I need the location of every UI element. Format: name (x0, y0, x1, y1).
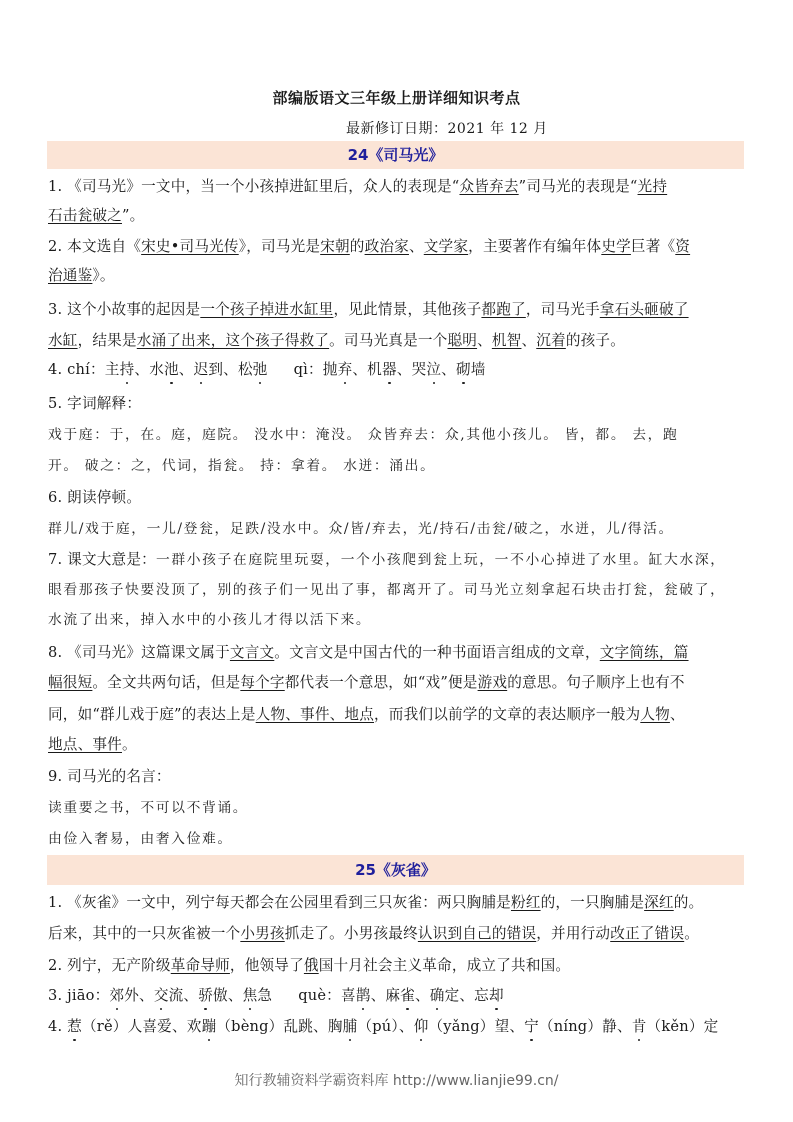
item-25-2: 2. 列宁，无产阶级革命导师，他领导了俄国十月社会主义革命，成立了共和国。 (48, 957, 571, 974)
underlined-answer: 每个字 (240, 674, 285, 691)
emphasis-dot-char: 器 (382, 358, 397, 379)
item-24-7-line2: 眼看那孩子快要没顶了，别的孩子们一见出了事，都离开了。司马光立刻拿起石块击打瓮，瓮破了， (48, 582, 726, 598)
underlined-answer: 史学 (601, 238, 631, 255)
item-25-4-pronunciation: 4. 惹（rě）人喜爱、欢蹦（bèng）乱跳、胸脯（pú）、仰（yǎng）望、宁（níng）静、肯（kěn）定 (48, 1015, 748, 1036)
emphasis-dot-char: 池 (164, 358, 179, 379)
underlined-answer: 光持 (637, 178, 668, 195)
item-24-8-line2: 幅很短。全文共两句话，但是每个字都代表一个意思，如“戏”便是游戏的意思。句子顺序上也有不 (48, 674, 685, 691)
underlined-answer: 资 (675, 238, 691, 255)
underlined-answer: 机智 (491, 332, 522, 349)
emphasis-dot-char: 郊 (109, 984, 124, 1005)
section-header-25: 25《灰雀》 (47, 855, 744, 885)
item-24-6-heading: 6. 朗读停顿。 (48, 489, 142, 506)
underlined-answer: 文学家 (423, 238, 469, 255)
emphasis-dot-char: 蹦 (202, 1015, 217, 1036)
item-24-5-heading: 5. 字词解释： (48, 395, 142, 412)
item-25-3-pronunciation: 3. jiāo：郊外、交流、骄傲、焦急 què：喜鹊、麻雀、确定、忘却 (48, 984, 748, 1005)
emphasis-dot-char: 惹 (67, 1015, 82, 1036)
emphasis-dot-char: 雀 (400, 984, 415, 1005)
item-24-8-line3: 同，如“群儿戏于庭”的表达上是人物、事件、地点，而我们以前学的文章的表达顺序一般为人物、 (48, 706, 685, 723)
underlined-answer: 拿石头砸破了 (599, 301, 689, 318)
underlined-answer: 革命导师 (170, 957, 230, 974)
item-24-8-line1: 8. 《司马光》这篇课文属于文言文。文言文是中国古代的一种书面语言组成的文章，文字简练，篇 (48, 644, 689, 661)
footer-watermark: 知行教辅资料学霸资料库 http://www.lianjie99.cn/ (234, 1073, 559, 1089)
item-24-8-line4: 地点、事件。 (48, 736, 137, 753)
item-24-5-line2: 开。 破之：之，代词，指瓮。 持：拿着。 水迸：涌出。 (48, 458, 436, 474)
underlined-answer: 沉着 (536, 332, 566, 349)
underlined-answer: 俄 (303, 957, 319, 974)
emphasis-dot-char: 弃 (338, 358, 353, 379)
underlined-answer: 幅很短 (48, 674, 93, 691)
underlined-answer: 治通鉴 (48, 267, 93, 284)
underlined-answer: 宋朝 (320, 238, 350, 255)
item-24-7-line1: 7. 课文大意是：一群小孩子在庭院里玩耍，一个小孩爬到瓮上玩，一不小心掉进了水里。缸大水深， (48, 551, 726, 568)
section-header-24: 24《司马光》 (47, 141, 744, 169)
quote-line: 读重要之书，不可以不背诵。 (48, 800, 249, 816)
underlined-answer: 众皆弃去 (459, 178, 519, 195)
underlined-answer: 宋史•司马光传 (141, 238, 239, 255)
quote-line: 由俭入奢易，由奢入俭难。 (48, 831, 233, 847)
emphasis-dot-char: 肯 (632, 1015, 647, 1036)
item-24-7-line3: 水流了出来，掉入水中的小孩儿才得以活下来。 (48, 612, 372, 628)
underlined-answer: 认识到自己的错误 (417, 925, 537, 942)
emphasis-dot-char: 脯 (343, 1015, 358, 1036)
underlined-answer: 石击瓮破之 (48, 207, 122, 224)
emphasis-dot-char: 确 (430, 984, 445, 1005)
item-24-5-line1: 戏于庭：于，在。庭，庭院。 没水中：淹没。 众皆弃去：众,其他小孩儿。 皆，都。 去，跑 (48, 427, 679, 443)
item-24-2-line2: 治通鉴》。 (48, 267, 115, 284)
emphasis-dot-char: 却 (489, 984, 504, 1005)
underlined-answer: 聪明 (447, 332, 478, 349)
emphasis-dot-char: 宁 (524, 1015, 539, 1036)
item-24-3-line2: 水缸，结果是水涌了出来，这个孩子得救了。司马光真是一个聪明、机智、沉着的孩子。 (48, 332, 626, 349)
item-24-1-line2: 石击瓮破之”。 (48, 207, 145, 224)
emphasis-dot-char: 鹊 (356, 984, 371, 1005)
item-24-6-line1: 群儿/戏于庭，一儿/登瓮，足跌/没水中。众/皆/弃去，光/持石/击瓮/破之，水迸，儿/得活。 (48, 521, 674, 537)
document-title: 部编版语文三年级上册详细知识考点 (272, 89, 521, 107)
underlined-answer: 水缸 (48, 332, 78, 349)
underlined-answer: 粉红 (510, 894, 541, 911)
item-25-1-line2: 后来，其中的一只灰雀被一个小男孩抓走了。小男孩最终认识到自己的错误，并用行动改正了错误。 (48, 925, 699, 942)
underlined-answer: 游戏 (477, 674, 508, 691)
item-25-1-line1: 1. 《灰雀》一文中，列宁每天都会在公园里看到三只灰雀：两只胸脯是粉红的，一只胸脯是深红的。 (48, 894, 704, 911)
revision-date: 最新修订日期：2021 年 12 月 (346, 121, 548, 137)
item-24-3-line1: 3. 这个小故事的起因是一个孩子掉进水缸里，见此情景，其他孩子都跑了，司马光手拿石头砸破了 (48, 301, 689, 318)
underlined-answer: 地点、事件 (48, 736, 122, 753)
underlined-answer: 小男孩 (240, 925, 285, 942)
underlined-answer: 文字简练，篇 (599, 644, 689, 661)
underlined-answer: 文言文 (229, 644, 275, 661)
item-24-2-line1: 2. 本文选自《宋史•司马光传》，司马光是宋朝的政治家、文学家，主要著作有编年体史学巨著《资 (48, 238, 691, 255)
emphasis-dot-char: 弛 (253, 358, 268, 379)
underlined-answer: 人物 (640, 706, 670, 723)
emphasis-dot-char: 砌 (456, 358, 471, 379)
item-24-1-line1: 1. 《司马光》一文中，当一个小孩掉进缸里后，众人的表现是“众皆弃去”司马光的表现是“光持 (48, 178, 668, 195)
emphasis-dot-char: 持 (120, 358, 135, 379)
emphasis-dot-char: 交 (154, 984, 169, 1005)
underlined-answer: 人物、事件、地点 (255, 706, 375, 723)
underlined-answer: 水涌了出来，这个孩子得救了 (136, 332, 330, 349)
underlined-answer: 都跑了 (481, 301, 526, 318)
emphasis-dot-char: 仰 (414, 1015, 429, 1036)
emphasis-dot-char: 焦 (243, 984, 258, 1005)
underlined-answer: 深红 (644, 894, 674, 911)
item-24-4-pronunciation: 4. chí：主持、水池、迟到、松弛 qì：抛弃、机器、哭泣、砌墙 (48, 358, 748, 379)
item-24-9-heading: 9. 司马光的名言： (48, 768, 171, 785)
underlined-answer: 一个孩子掉进水缸里 (200, 301, 334, 318)
emphasis-dot-char: 泣 (426, 358, 441, 379)
emphasis-dot-char: 迟 (194, 358, 209, 379)
underlined-answer: 政治家 (364, 238, 409, 255)
emphasis-dot-char: 骄 (198, 984, 213, 1005)
underlined-answer: 改正了错误 (610, 925, 685, 942)
